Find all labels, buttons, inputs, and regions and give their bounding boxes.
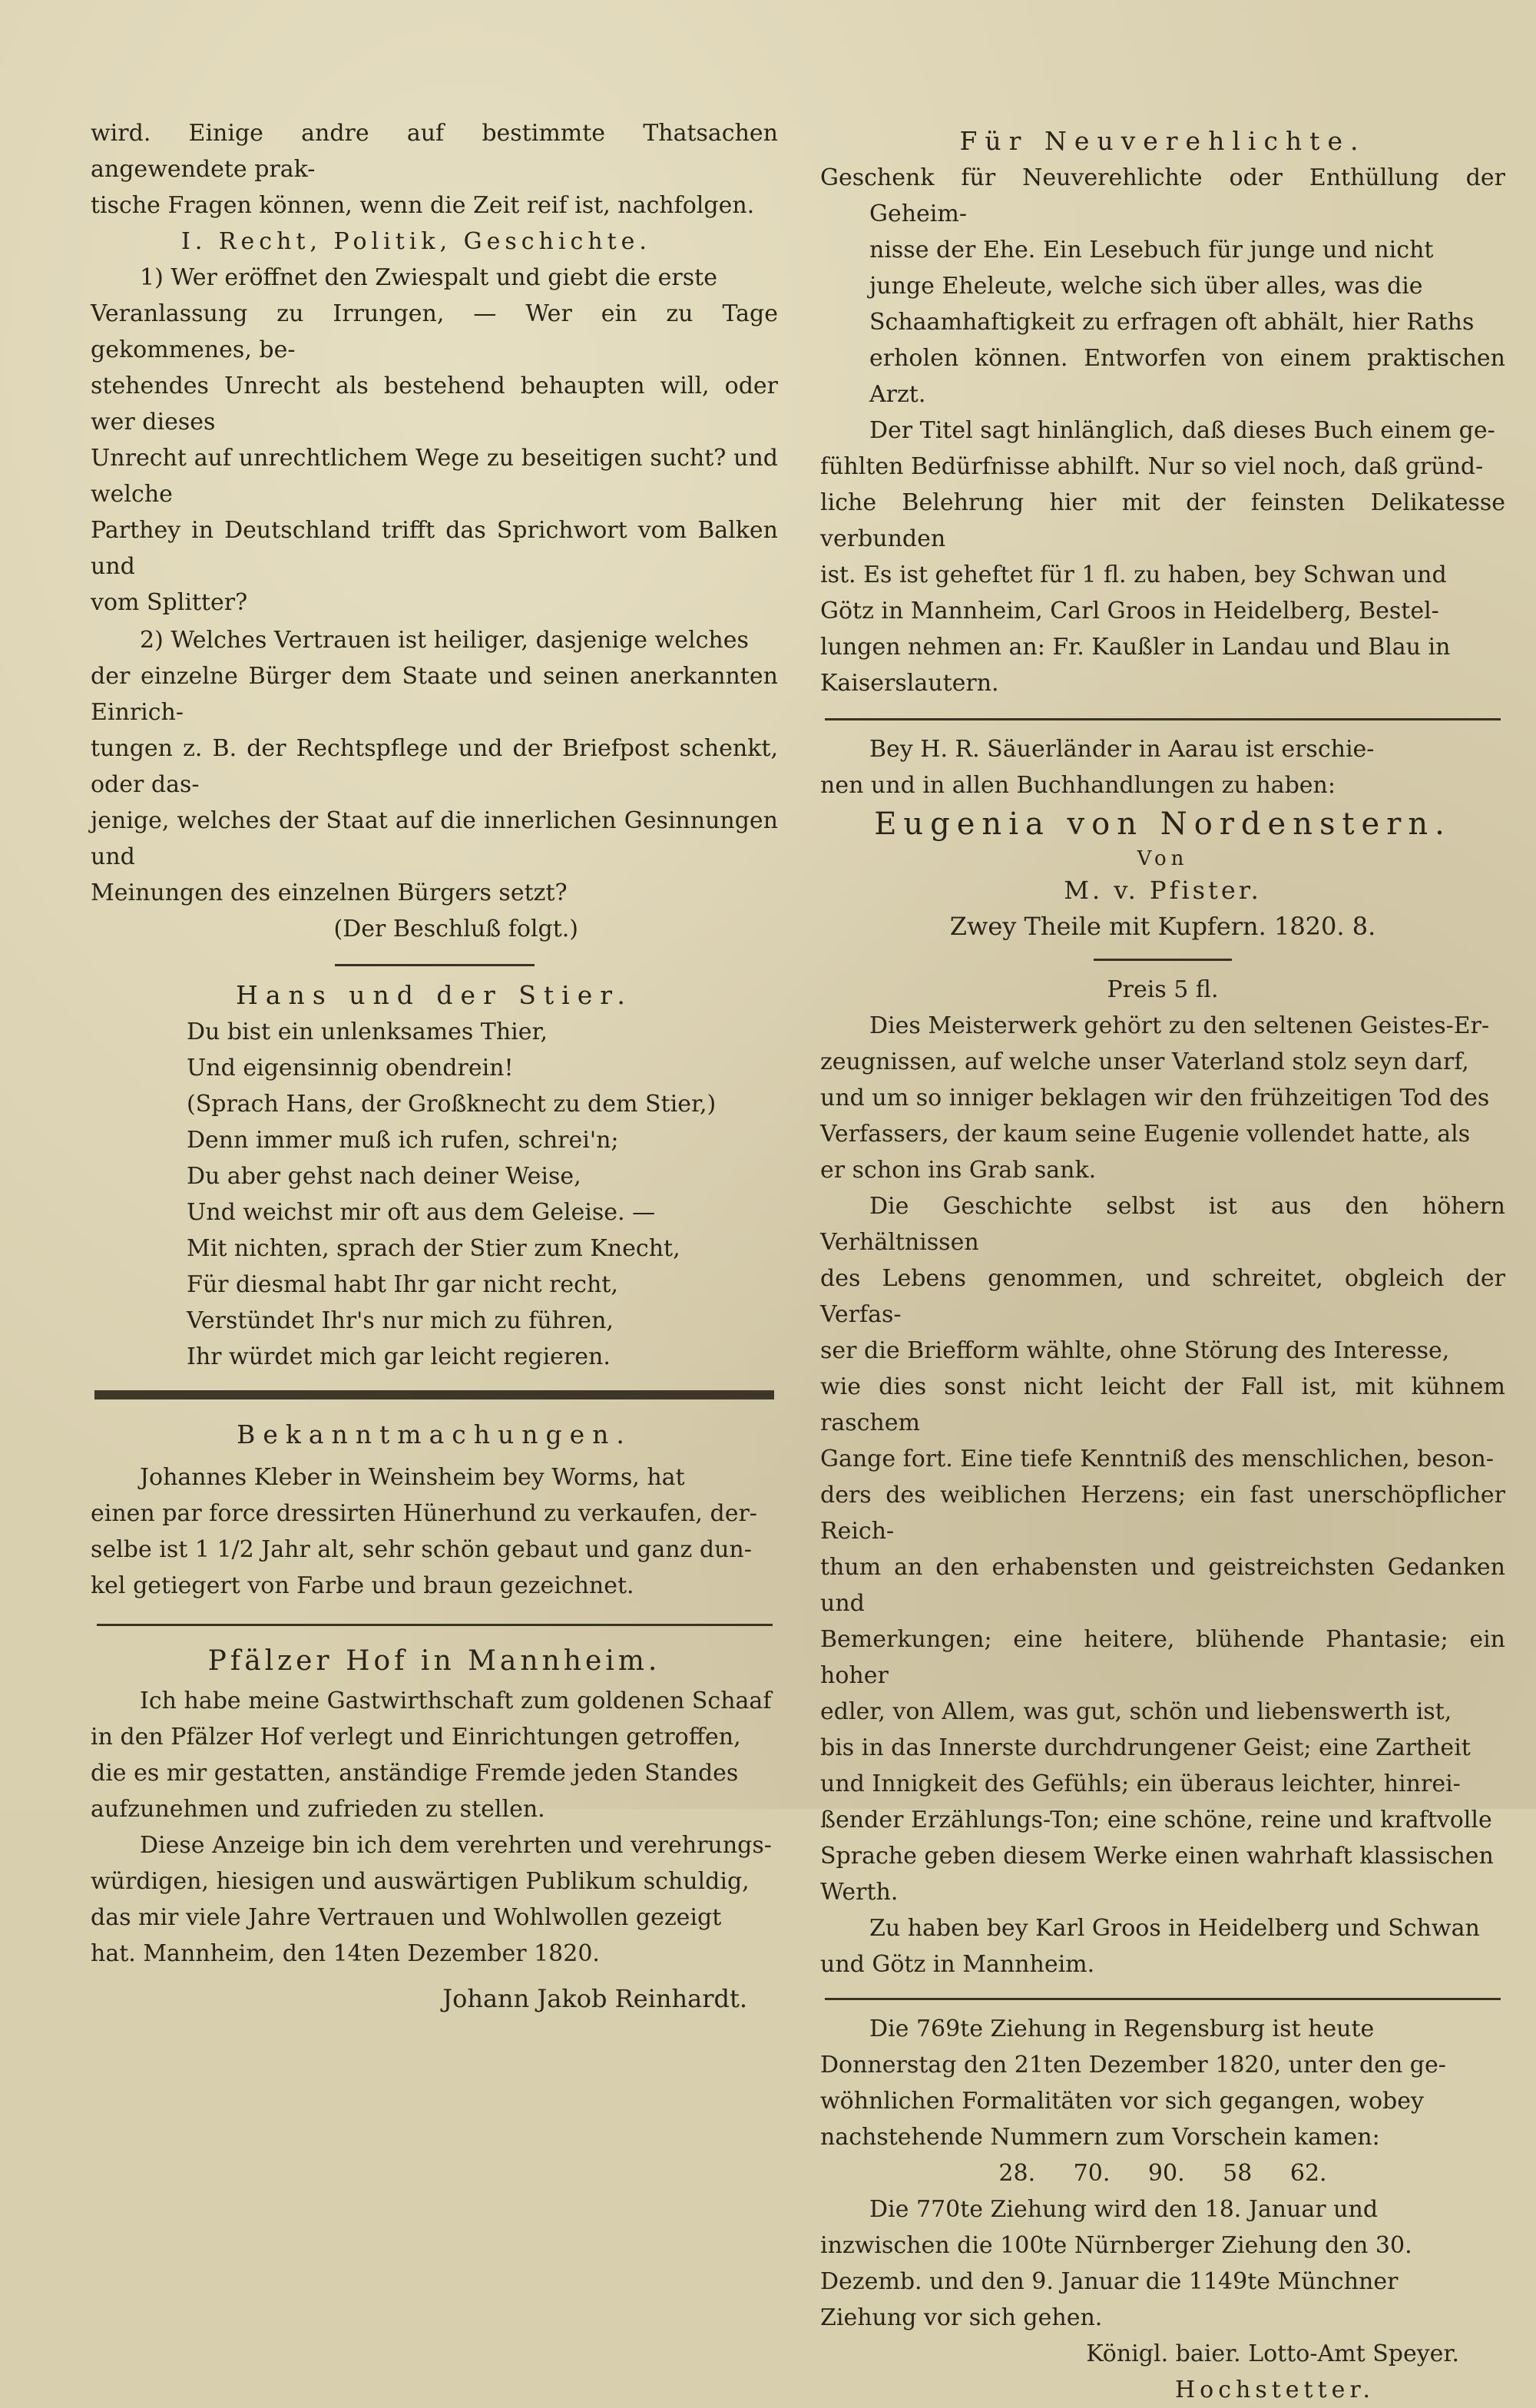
review-line: und Götz in Mannheim.	[820, 1951, 1095, 1978]
question-line: vom Splitter?	[91, 589, 248, 616]
divider	[335, 964, 535, 966]
book-title-line: erholen können. Entworfen von einem praktischen Arzt.	[869, 345, 1505, 408]
right-column	[820, 123, 1505, 2408]
poem-line: Mit nichten, sprach der Stier zum Knecht,	[187, 1235, 680, 1262]
announcements-heading: Bekanntmachungen.	[237, 1419, 632, 1449]
neuverehl-body	[820, 412, 1505, 701]
lotto-line: Ziehung vor sich gehen.	[820, 2304, 1103, 2331]
lotto-line: nachstehende Nummern zum Vorschein kamen:	[820, 2124, 1380, 2151]
question-line: Parthey in Deutschland trifft das Sprichwort vom Balken und	[91, 517, 778, 580]
lotto-line: Dezemb. und den 9. Januar die 1149te Münchner	[820, 2268, 1399, 2295]
body-line: Kaiserslautern.	[820, 670, 999, 697]
neuverehl-heading: Für Neuverehlichte.	[959, 126, 1366, 156]
poem-title: Hans und der Stier.	[236, 980, 633, 1010]
review-line: Verfassers, der kaum seine Eugenie vollendet hatte, als	[820, 1121, 1471, 1148]
question-line: Meinungen des einzelnen Bürgers setzt?	[91, 879, 568, 906]
poem-line: Für diesmal habt Ihr gar nicht recht,	[187, 1271, 618, 1298]
poem-line: Du aber gehst nach deiner Weise,	[187, 1163, 581, 1190]
notice-line: Bey H. R. Säuerländer in Aarau ist erschie-	[869, 736, 1375, 763]
book-title-line: nisse der Ehe. Ein Lesebuch für junge und nicht	[869, 237, 1434, 263]
review-line: thum an den erhabensten und geistreichsten Gedanken und	[820, 1554, 1505, 1617]
poem-line: Ihr würdet mich gar leicht regieren.	[187, 1343, 611, 1370]
poem-line: Und weichst mir oft aus dem Geleise. —	[187, 1199, 656, 1226]
review-line: wie dies sonst nicht leicht der Fall ist, mit kühnem raschem	[820, 1373, 1505, 1436]
notice-line: selbe ist 1 1/2 Jahr alt, sehr schön gebaut und ganz dun-	[91, 1536, 752, 1563]
lotto-signature: Hochstetter.	[1175, 2377, 1375, 2403]
author-name: M. v. Pfister.	[1064, 876, 1262, 905]
review-line: er schon ins Grab sank.	[820, 1157, 1097, 1184]
divider	[97, 1624, 773, 1626]
notice-line: Ich habe meine Gastwirthschaft zum goldenen Schaaf	[140, 1688, 772, 1714]
poem-line: Du bist ein unlenksames Thier,	[187, 1019, 548, 1045]
lotto-line: wöhnlichen Formalitäten vor sich gegangen, wobey	[820, 2088, 1424, 2115]
notice-line: das mir viele Jahre Vertrauen und Wohlwollen gezeigt	[91, 1904, 722, 1931]
notice-line: Johannes Kleber in Weinsheim bey Worms, hat	[140, 1464, 685, 1491]
poem	[91, 1014, 778, 1375]
review-line: und Innigkeit des Gefühls; ein überaus leichter, hinrei-	[820, 1770, 1461, 1797]
divider	[825, 1998, 1501, 2000]
poem-line: (Sprach Hans, der Großknecht zu dem Stier,)	[187, 1091, 717, 1118]
hof-notice	[91, 1683, 778, 1972]
poem-line: Und eigensinnig obendrein!	[187, 1055, 514, 1081]
left-column	[91, 115, 778, 2018]
question-line: 2) Welches Vertrauen ist heiliger, dasjenige welches	[140, 627, 749, 654]
review-line: Dies Meisterwerk gehört zu den seltenen Geistes-Er-	[869, 1012, 1490, 1039]
lotto-line: Die 769te Ziehung in Regensburg ist heute	[869, 2015, 1375, 2042]
review-line: zeugnissen, auf welche unser Vaterland stolz seyn darf,	[820, 1048, 1469, 1075]
poem-line: Verstündet Ihr's nur mich zu führen,	[187, 1307, 614, 1334]
question-line: jenige, welches der Staat auf die innerlichen Gesinnungen und	[91, 807, 778, 870]
divider	[1094, 959, 1232, 961]
review-line: Bemerkungen; eine heitere, blühende Phantasie; ein hoher	[820, 1626, 1505, 1689]
neuverehl-book-title	[820, 160, 1505, 412]
question-line: stehendes Unrecht als bestehend behaupten will, oder wer dieses	[91, 373, 778, 436]
intro-line: tische Fragen können, wenn die Zeit reif ist, nachfolgen.	[91, 192, 755, 219]
review-line: des Lebens genommen, und schreitet, obgleich der Verfas-	[820, 1265, 1505, 1328]
notice-line: würdigen, hiesigen und auswärtigen Publikum schuldig,	[91, 1868, 750, 1895]
book-title: Eugenia von Nordenstern.	[874, 807, 1452, 842]
notice-line: die es mir gestatten, anständige Fremde jeden Standes	[91, 1760, 739, 1787]
review-line: Die Geschichte selbst ist aus den höhern Verhältnissen	[820, 1193, 1505, 1256]
notice-line: aufzunehmen und zufrieden zu stellen.	[91, 1796, 545, 1823]
question-1	[91, 260, 778, 621]
notice-line: hat. Mannheim, den 14ten Dezember 1820.	[91, 1940, 600, 1967]
notice-line: einen par force dressirten Hünerhund zu verkaufen, der-	[91, 1500, 757, 1527]
book-title-line: junge Eheleute, welche sich über alles, was die	[869, 273, 1423, 300]
lotto-line: inzwischen die 100te Nürnberger Ziehung den 30.	[820, 2232, 1412, 2259]
review-line: und um so inniger beklagen wir den frühzeitigen Tod des	[820, 1085, 1490, 1111]
lotto-numbers: 28. 70. 90. 58 62.	[998, 2160, 1327, 2187]
lotto-notice	[820, 2011, 1505, 2336]
review-line: Gange fort. Eine tiefe Kenntniß des menschlichen, beson-	[820, 1446, 1495, 1472]
body-line: Der Titel sagt hinlänglich, daß dieses Buch einem ge-	[869, 417, 1495, 444]
review-line: Sprache geben diesem Werke einen wahrhaft klassischen	[820, 1843, 1494, 1870]
notice-line: in den Pfälzer Hof verlegt und Einrichtungen getroffen,	[91, 1724, 741, 1751]
review-line: bis in das Innerste durchdrungener Geist; eine Zartheit	[820, 1734, 1471, 1761]
review-line: ser die Briefform wählte, ohne Störung des Interesse,	[820, 1337, 1450, 1364]
body-line: liche Belehrung hier mit der feinsten Delikatesse verbunden	[820, 489, 1505, 552]
volumes-info: Zwey Theile mit Kupfern. 1820. 8.	[949, 912, 1376, 941]
thick-divider	[94, 1390, 774, 1399]
divider	[825, 718, 1501, 720]
book-title-line: Geschenk für Neuverehlichte oder Enthüllung der Geheim-	[820, 164, 1505, 227]
review	[820, 1008, 1505, 1982]
question-line: 1) Wer eröffnet den Zwiespalt und giebt die erste	[140, 264, 717, 291]
review-line: Werth.	[820, 1879, 899, 1906]
question-line: Unrecht auf unrechtlichem Wege zu beseitigen sucht? und welche	[91, 445, 778, 508]
notice-line: kel getiegert von Farbe und braun gezeichnet.	[91, 1572, 634, 1599]
by-label: Von	[1137, 847, 1189, 870]
lotto-line: Donnerstag den 21ten Dezember 1820, unter den ge-	[820, 2052, 1446, 2078]
continued-note: (Der Beschluß folgt.)	[333, 916, 578, 942]
review-line: edler, von Allem, was gut, schön und liebenswerth ist,	[820, 1698, 1452, 1725]
question-line: tungen z. B. der Rechtspflege und der Briefpost schenkt, oder das-	[91, 735, 778, 798]
lotto-office: Königl. baier. Lotto-Amt Speyer.	[1086, 2340, 1459, 2367]
review-line: Zu haben bey Karl Groos in Heidelberg und Schwan	[869, 1915, 1480, 1942]
kleber-notice	[91, 1459, 778, 1604]
review-line: ßender Erzählungs-Ton; eine schöne, reine und kraftvolle	[820, 1807, 1492, 1833]
notice-line: nen und in allen Buchhandlungen zu haben:	[820, 772, 1336, 799]
poem-line: Denn immer muß ich rufen, schrei'n;	[187, 1127, 619, 1154]
section-heading: I. Recht, Politik, Geschichte.	[181, 228, 651, 255]
notice-line: Diese Anzeige bin ich dem verehrten und verehrungs-	[140, 1832, 772, 1859]
question-line: Veranlassung zu Irrungen, — Wer ein zu Tage gekommenes, be-	[91, 300, 778, 363]
intro-line: wird. Einige andre auf bestimmte Thatsachen angewendete prak-	[91, 120, 778, 183]
hof-signature: Johann Jakob Reinhardt.	[442, 1984, 747, 2013]
lotto-line: Die 770te Ziehung wird den 18. Januar und	[869, 2196, 1379, 2223]
review-line: ders des weiblichen Herzens; ein fast unerschöpflicher Reich-	[820, 1482, 1505, 1545]
body-line: lungen nehmen an: Fr. Kaußler in Landau und Blau in	[820, 634, 1451, 661]
question-line: der einzelne Bürger dem Staate und seinen anerkannten Einrich-	[91, 663, 778, 726]
question-2	[91, 622, 778, 911]
body-line: fühlten Bedürfnisse abhilft. Nur so viel noch, daß gründ-	[820, 453, 1484, 480]
price: Preis 5 fl.	[1107, 976, 1219, 1003]
body-line: ist. Es ist geheftet für 1 fl. zu haben, bey Schwan und	[820, 561, 1447, 588]
sauerlaender-notice	[820, 731, 1505, 803]
body-line: Götz in Mannheim, Carl Groos in Heidelberg, Bestel-	[820, 598, 1439, 624]
hof-heading: Pfälzer Hof in Mannheim.	[207, 1645, 661, 1677]
book-title-line: Schaamhaftigkeit zu erfragen oft abhält, hier Raths	[869, 309, 1475, 336]
